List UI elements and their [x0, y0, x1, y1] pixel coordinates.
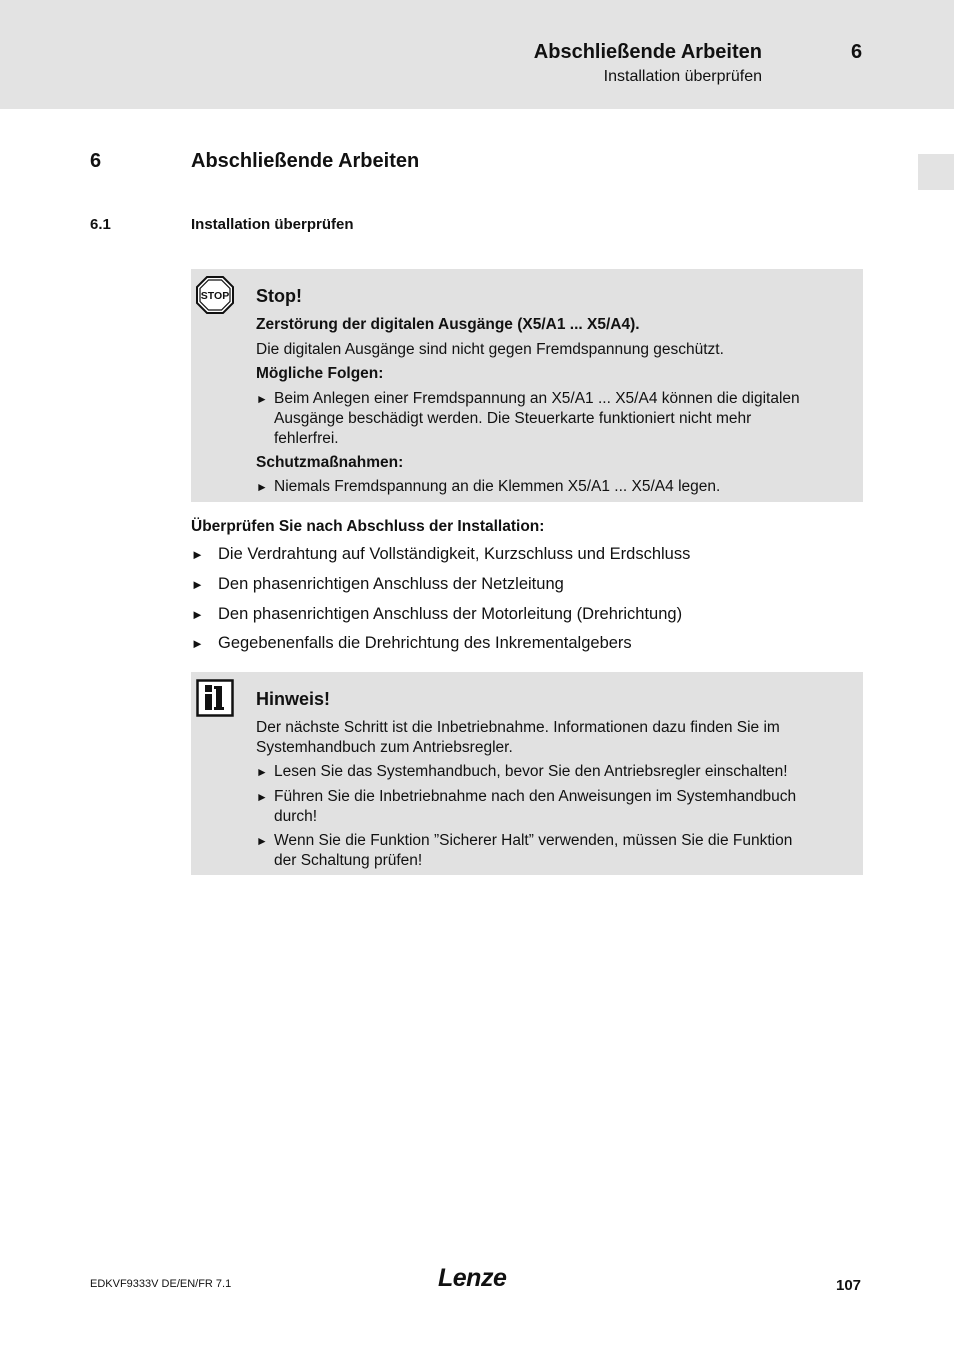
stop-icon-text: STOP	[200, 290, 230, 302]
section-number: 6	[90, 150, 102, 172]
note-intro-line: Systemhandbuch zum Antriebsregler.	[256, 739, 513, 756]
info-icon	[196, 679, 234, 722]
stop-sign-icon	[196, 276, 234, 319]
bullet-arrow-icon: ►	[256, 765, 268, 779]
bullet-arrow-icon: ►	[191, 636, 204, 651]
bullet-arrow-icon: ►	[191, 607, 204, 622]
header-subtitle: Installation überprüfen	[603, 68, 762, 85]
stop-heading: Zerstörung der digitalen Ausgänge (X5/A1 ... X5/A4).	[256, 316, 640, 333]
header-title: Abschließende Arbeiten	[533, 41, 762, 63]
lenze-logo: Lenze	[438, 1264, 507, 1292]
chapter-side-tab	[918, 154, 954, 190]
note-intro-line: Der nächste Schritt ist die Inbetriebnahme. Informationen dazu finden Sie im	[256, 719, 780, 736]
note-box: Hinweis! Der nächste Schritt ist die Inbetriebnahme. Informationen dazu finden Sie im Systemhandbuch zum Antriebsregler. ► Lesen Sie das Systemhandbuch, bevor Sie den Antriebsregler einschalten! ► Führen Sie die Inbetriebnahme nach den Anweisungen im Systemhandbuch durch! ► Wenn Sie die Funktion ”Sicherer Halt” verwenden, müssen Sie die Funktion der Schaltung prüfen!	[191, 672, 863, 875]
stop-description: Die digitalen Ausgänge sind nicht gegen Fremdspannung geschützt.	[256, 341, 724, 358]
stop-title: Stop!	[256, 286, 302, 306]
footer-doc-id: EDKVF9333V DE/EN/FR 7.1	[90, 1278, 232, 1290]
section-title: Abschließende Arbeiten	[191, 150, 420, 172]
page-number: 107	[836, 1277, 862, 1294]
page-header	[0, 0, 954, 109]
checklist-title: Überprüfen Sie nach Abschluss der Installation:	[191, 518, 545, 535]
subsection-title: Installation überprüfen	[191, 216, 354, 233]
note-title: Hinweis!	[256, 689, 331, 709]
stop-warning-box: STOP Stop! Zerstörung der digitalen Ausgänge (X5/A1 ... X5/A4). Die digitalen Ausgänge sind nicht gegen Fremdspannung geschützt. Mögliche Folgen: ► Beim Anlegen einer Fremdspannung an X5/A1 ... X5/A4 können die digitalen Ausgänge beschädigt werden. Die Steuerkarte funktioniert nicht mehr fehlerfrei. Schutzmaßnahmen: ► Niemals Fremdspannung an die Klemmen X5/A1 ... X5/A4 legen.	[191, 269, 863, 502]
header-chapter-number: 6	[851, 41, 863, 63]
bullet-arrow-icon: ►	[256, 790, 268, 804]
measures-label: Schutzmaßnahmen:	[256, 454, 404, 471]
bullet-arrow-icon: ►	[256, 392, 268, 406]
subsection-number: 6.1	[90, 216, 111, 233]
bullet-arrow-icon: ►	[191, 577, 204, 592]
bullet-arrow-icon: ►	[256, 834, 268, 848]
bullet-arrow-icon: ►	[191, 547, 204, 562]
bullet-arrow-icon: ►	[256, 480, 268, 494]
consequences-label: Mögliche Folgen:	[256, 365, 384, 382]
